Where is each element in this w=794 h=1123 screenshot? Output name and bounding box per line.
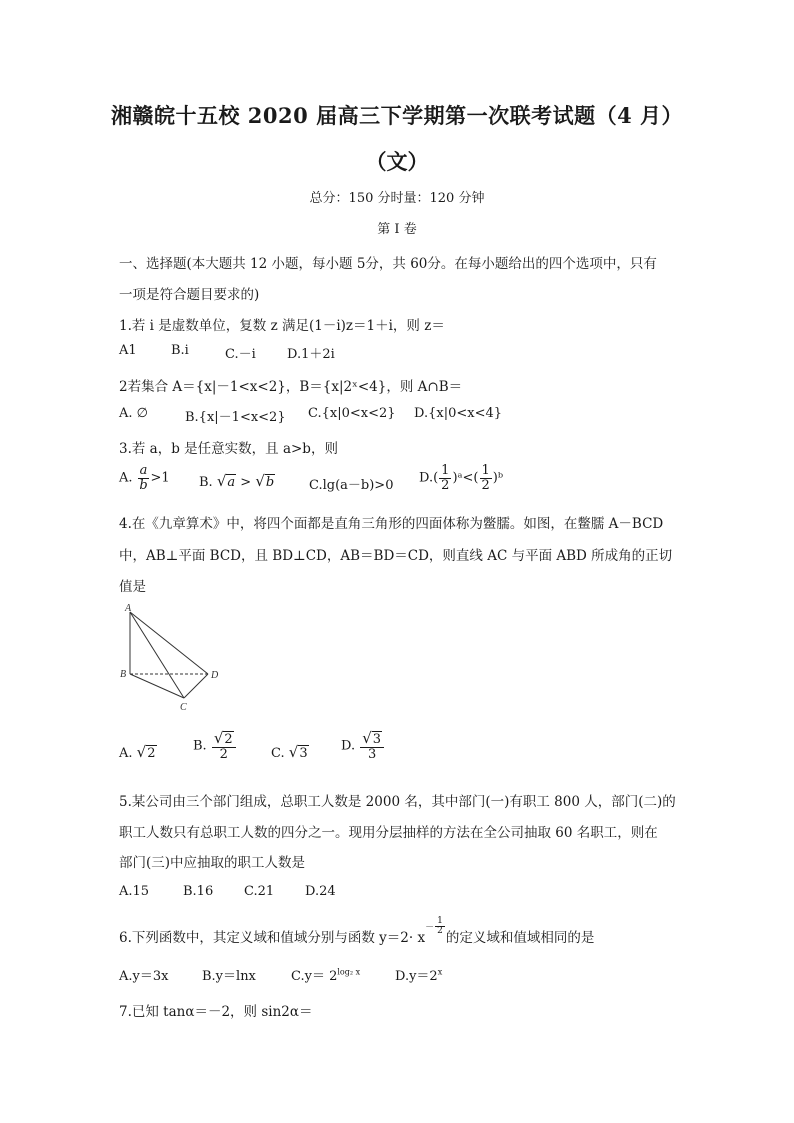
q2-option-a: A. ∅ xyxy=(119,406,148,421)
q4-stem-line1: 4.在《九章算术》中，将四个面都是直角三角形的四面体称为鳖臑。如图，在鳖臑 A－BCD xyxy=(119,516,664,532)
q3-option-b: B. √a > √b xyxy=(199,472,275,490)
sqrt-b: √b xyxy=(255,472,275,490)
exam-meta: 总分：150 分时量：120 分钟 xyxy=(309,191,485,206)
vertex-label-b: B xyxy=(120,669,127,680)
q2-stem: 2若集合 A＝{x|－1<x<2}，B＝{x|2ˣ<4}，则 A∩B＝ xyxy=(119,379,463,395)
q4-option-c: C. √3 xyxy=(271,743,308,761)
q4-stem-line2: 中，AB⊥平面 BCD，且 BD⊥CD，AB＝BD＝CD，则直线 AC 与平面 ABD 所成角的正切 xyxy=(119,548,673,564)
q5-option-c: C.21 xyxy=(244,884,275,899)
vertex-label-c: C xyxy=(180,702,187,712)
exam-subtitle: （文） xyxy=(365,149,429,174)
q1-option-c: C.－i xyxy=(225,347,256,362)
tetrahedron-figure xyxy=(116,600,226,712)
q5-stem-line1: 5.某公司由三个部门组成，总职工人数是 2000 名，其中部门(一)有职工 800 人，部门(二)的 xyxy=(119,794,676,810)
vertex-label-a: A xyxy=(125,603,132,614)
q4-option-d: D. $\frac{√3}{3}$ xyxy=(341,731,385,761)
vertex-label-d: D xyxy=(211,670,219,681)
fraction-a-over-b: $\frac{a}{b}$ xyxy=(139,463,148,493)
q6-option-a: A.y＝3x xyxy=(119,969,169,984)
q4-option-b: B. $\frac{√2}{2}$ xyxy=(193,731,237,761)
section-instructions-line2: 一项是符合题目要求的) xyxy=(119,287,260,303)
edge-ad xyxy=(130,612,208,674)
q4-stem-line3: 值是 xyxy=(119,579,146,595)
q1-option-b: B.i xyxy=(171,343,189,358)
q4-option-a: A. √2 xyxy=(119,743,156,761)
q3-option-c: C.lg(a－b)>0 xyxy=(309,478,394,493)
q6-stem: 6.下列函数中，其定义域和值域分别与函数 y＝2· x－ $\frac{1}{2}$ 的定义域和值域相同的是 xyxy=(119,915,595,946)
edge-ac xyxy=(130,612,184,698)
q2-option-c: C.{x|0<x<2} xyxy=(308,406,396,421)
q5-option-d: D.24 xyxy=(305,884,336,899)
q1-option-a: A1 xyxy=(119,343,137,358)
fraction-one-half: $\frac{1}{2}$ xyxy=(441,463,450,493)
q5-option-a: A.15 xyxy=(119,884,150,899)
q5-stem-line3: 部门(三)中应抽取的职工人数是 xyxy=(119,855,306,871)
q6-exponent: － $\frac{1}{2}$ xyxy=(425,915,443,936)
section-instructions-line1: 一、选择题(本大题共 12 小题，每小题 5分，共 60分。在每小题给出的四个选项中，只有 xyxy=(119,256,657,272)
q7-stem: 7.已知 tanα＝－2，则 sin2α＝ xyxy=(119,1004,313,1020)
sqrt-a: √a xyxy=(216,472,236,490)
q5-stem-line2: 职工人数只有总职工人数的四分之一。现用分层抽样的方法在全公司抽取 60 名职工，则在 xyxy=(119,825,658,841)
edge-cd xyxy=(184,674,208,698)
volume-label: 第 I 卷 xyxy=(377,222,417,237)
q3-option-a: A. $\frac{a}{b}$ >1 xyxy=(119,463,170,493)
q3-option-d: D.( $\frac{1}{2}$ )ᵃ<( $\frac{1}{2}$ )ᵇ xyxy=(419,463,504,493)
exam-title: 湘赣皖十五校 2020 届高三下学期第一次联考试题（4 月） xyxy=(111,103,683,128)
q6-option-b: B.y＝lnx xyxy=(202,969,256,984)
q3-stem: 3.若 a，b 是任意实数，且 a>b，则 xyxy=(119,441,338,457)
q1-option-d: D.1＋2i xyxy=(287,347,335,362)
q6-option-d: $D.y=2^x$ xyxy=(395,967,443,984)
q2-option-b: B.{x|－1<x<2} xyxy=(185,410,286,425)
q1-stem: 1.若 i 是虚数单位，复数 z 满足(1－i)z＝1＋i，则 z＝ xyxy=(119,318,445,334)
q6-option-c: $C.y= 2^{log_2 x}$ xyxy=(291,967,361,984)
q5-option-b: B.16 xyxy=(183,884,214,899)
fraction-one-half: $\frac{1}{2}$ xyxy=(481,463,490,493)
q2-option-d: D.{x|0<x<4} xyxy=(414,406,503,421)
